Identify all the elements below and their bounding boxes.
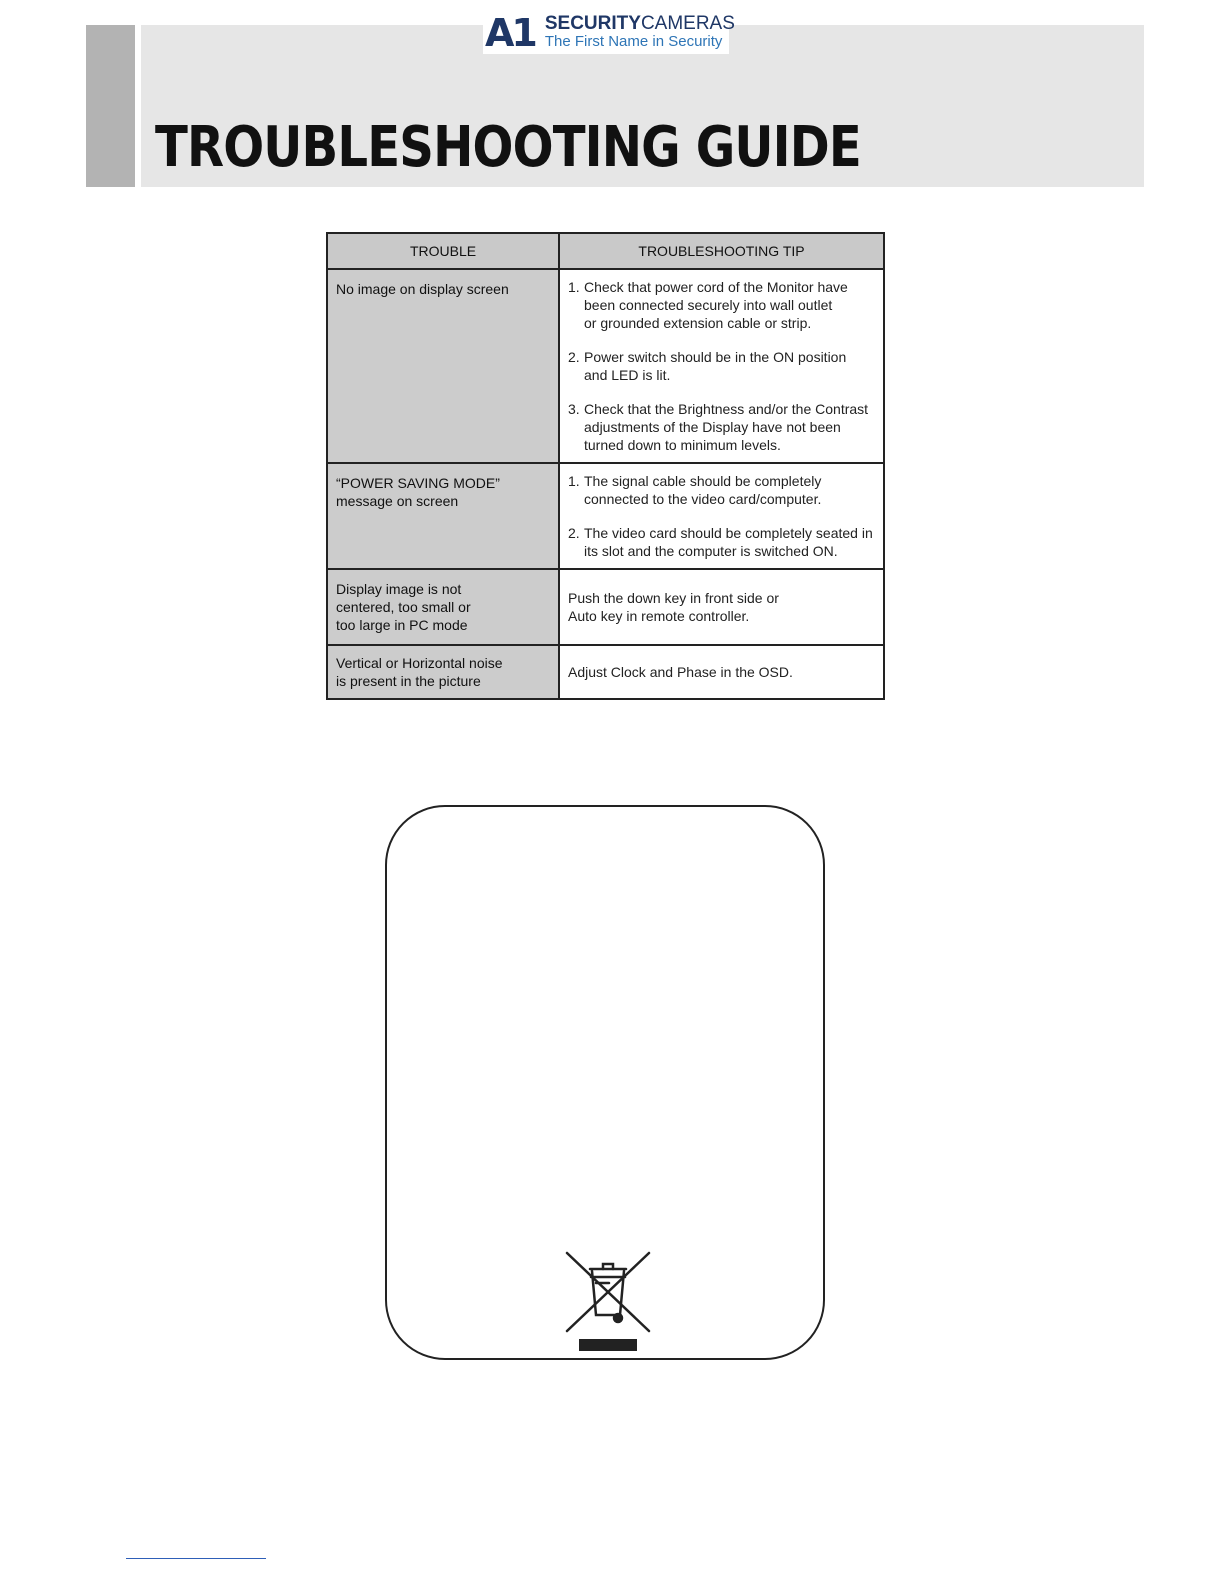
tip-item <box>568 524 875 560</box>
tip-cell <box>559 269 884 463</box>
header-band-accent <box>86 25 135 187</box>
trouble-cell <box>327 569 559 645</box>
tip-text: Push the down key in front side or Auto key in remote controller. <box>568 590 779 624</box>
trouble-text: No image on display screen <box>336 281 509 297</box>
logo-brand-name <box>545 15 735 33</box>
tip-text: Power switch should be in the ON position and LED is lit. <box>584 349 847 383</box>
tip-list <box>568 278 875 454</box>
tip-number: 3. <box>568 401 580 417</box>
tip-number: 2. <box>568 525 580 541</box>
tip-number: 2. <box>568 349 580 365</box>
logo-wordmark <box>545 15 735 51</box>
tip-text: Check that power cord of the Monitor have been connected securely into wall outlet or grounded extension cable or strip. <box>584 279 848 331</box>
tip-item <box>568 348 875 384</box>
trouble-text: Display image is not centered, too small or too large in PC mode <box>336 581 471 633</box>
tip-text: Adjust Clock and Phase in the OSD. <box>568 664 793 680</box>
company-logo <box>483 11 735 55</box>
tip-item <box>568 472 875 508</box>
troubleshooting-table <box>326 232 885 700</box>
crossed-out-wheelie-bin-icon <box>565 1249 651 1353</box>
table-row <box>327 645 884 699</box>
disposal-notice-box <box>385 805 825 1360</box>
tip-list <box>568 472 875 560</box>
trouble-text: Vertical or Horizontal noise is present in the picture <box>336 655 503 689</box>
table-header-row <box>327 233 884 269</box>
table-row <box>327 269 884 463</box>
page-title: TROUBLESHOOTING GUIDE <box>155 115 861 180</box>
table-row <box>327 569 884 645</box>
logo-tagline: The First Name in Security <box>544 33 723 50</box>
tip-cell <box>559 569 884 645</box>
tip-number: 1. <box>568 279 580 295</box>
logo-brand-rest: CAMERAS <box>640 13 735 34</box>
trouble-cell <box>327 269 559 463</box>
logo-mark: A1 <box>485 11 535 55</box>
logo-brand-bold: SECURITY <box>544 13 641 34</box>
column-header-tip: TROUBLESHOOTING TIP <box>559 233 884 269</box>
tip-number: 1. <box>568 473 580 489</box>
table-row <box>327 463 884 569</box>
trouble-cell <box>327 645 559 699</box>
tip-text: The video card should be completely seated in its slot and the computer is switched ON. <box>584 525 873 559</box>
tip-text: The signal cable should be completely connected to the video card/computer. <box>584 473 822 507</box>
column-header-trouble: TROUBLE <box>327 233 559 269</box>
trouble-cell <box>327 463 559 569</box>
tip-text: Check that the Brightness and/or the Contrast adjustments of the Display have not been turned down to minimum levels. <box>584 401 869 453</box>
tip-item <box>568 278 875 332</box>
tip-cell <box>559 645 884 699</box>
tip-cell <box>559 463 884 569</box>
trouble-text: “POWER SAVING MODE” message on screen <box>336 475 500 509</box>
tip-item <box>568 400 875 454</box>
footer-rule <box>126 1558 266 1559</box>
